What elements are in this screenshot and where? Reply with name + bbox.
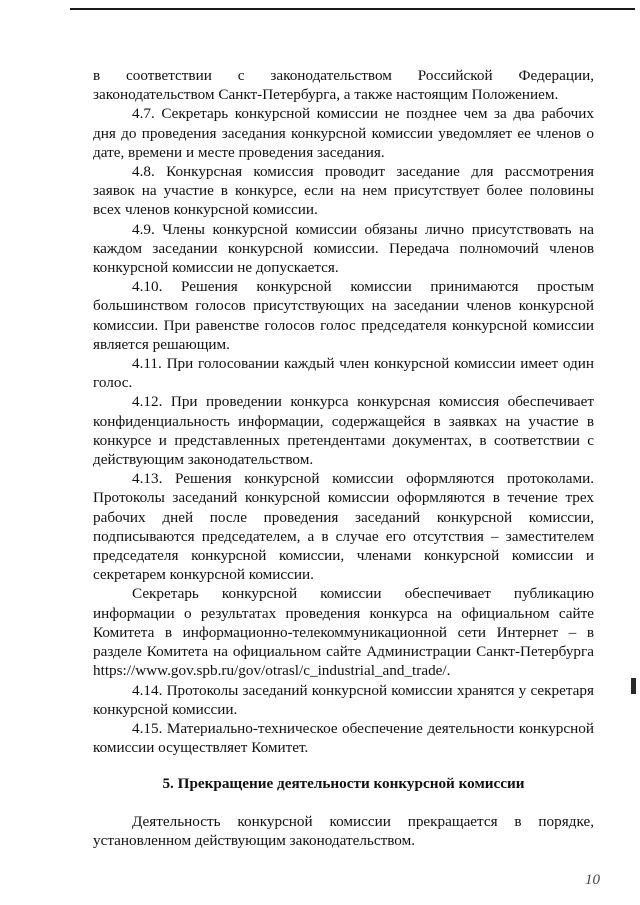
scan-mark [631,678,636,694]
page-body [93,66,594,850]
page-number: 10 [585,872,600,888]
section-heading: 5. Прекращение деятельности конкурсной комиссии [162,775,525,793]
top-rule [70,8,635,10]
paragraph-continuation: в соответствии с законодательством Российской Федерации, законодательством Санкт-Петербурга, а также настоящим Положением. [93,67,594,104]
paragraph-4-15: 4.15. Материально-техническое обеспечение деятельности конкурсной комиссии осуществляет Комитет. [93,719,594,757]
paragraph-4-9: 4.9. Члены конкурсной комиссии обязаны лично присутствовать на каждом заседании конкурсной комиссии. Передача полномочий членов конкурсной комиссии не допускается. [93,220,594,277]
paragraph-4-13: 4.13. Решения конкурсной комиссии оформляются протоколами. Протоколы заседаний конкурсной комиссии оформляются в течение трех рабочих дней после проведения заседаний конкурсной комиссии, подписываются председателем, а в случае его отсутствия – заместителем председателя конкурсной комиссии, членами конкурсной комиссии и секретарем конкурсной комиссии. [93,470,594,584]
paragraph-4-7: 4.7. Секретарь конкурсной комиссии не позднее чем за два рабочих дня до проведения заседания конкурсной комиссии уведомляет ее членов о дате, времени и месте проведения заседания. [93,105,594,161]
paragraph-4-14: 4.14. Протоколы заседаний конкурсной комиссии хранятся у секретаря конкурсной комиссии. [93,681,594,718]
paragraph-4-10: 4.10. Решения конкурсной комиссии принимаются простым большинством голосов присутствующих на заседании членов конкурсной комиссии. При равенстве голосов голос председателя конкурсной комиссии является решающим. [93,278,594,353]
paragraph-4-12: 4.12. При проведении конкурса конкурсная комиссия обеспечивает конфиденциальность информации, содержащейся в заявках на участие в конкурсе и представленных претендентами документах, в соответствии с действующим законодательством. [93,393,594,469]
paragraph-secretary-publication: Секретарь конкурсной комиссии обеспечивает публикацию информации о результатах проведения конкурса на официальном сайте Комитета в информационно-телекоммуникационной сети Интернет – в разделе Комитета на официальном сайте Администрации Санкт-Петербурга https://www.gov.spb.ru/gov/otrasl/c_industrial_and_trade/. [93,585,594,680]
paragraph-4-11: 4.11. При голосовании каждый член конкурсной комиссии имеет один голос. [93,355,594,392]
paragraph-section-5: Деятельность конкурсной комиссии прекращается в порядке, установленном действующим законодательством. [93,812,594,849]
paragraph-4-8: 4.8. Конкурсная комиссия проводит заседание для рассмотрения заявок на участие в конкурсе, если на нем присутствует более половины всех членов конкурсной комиссии. [93,163,594,219]
